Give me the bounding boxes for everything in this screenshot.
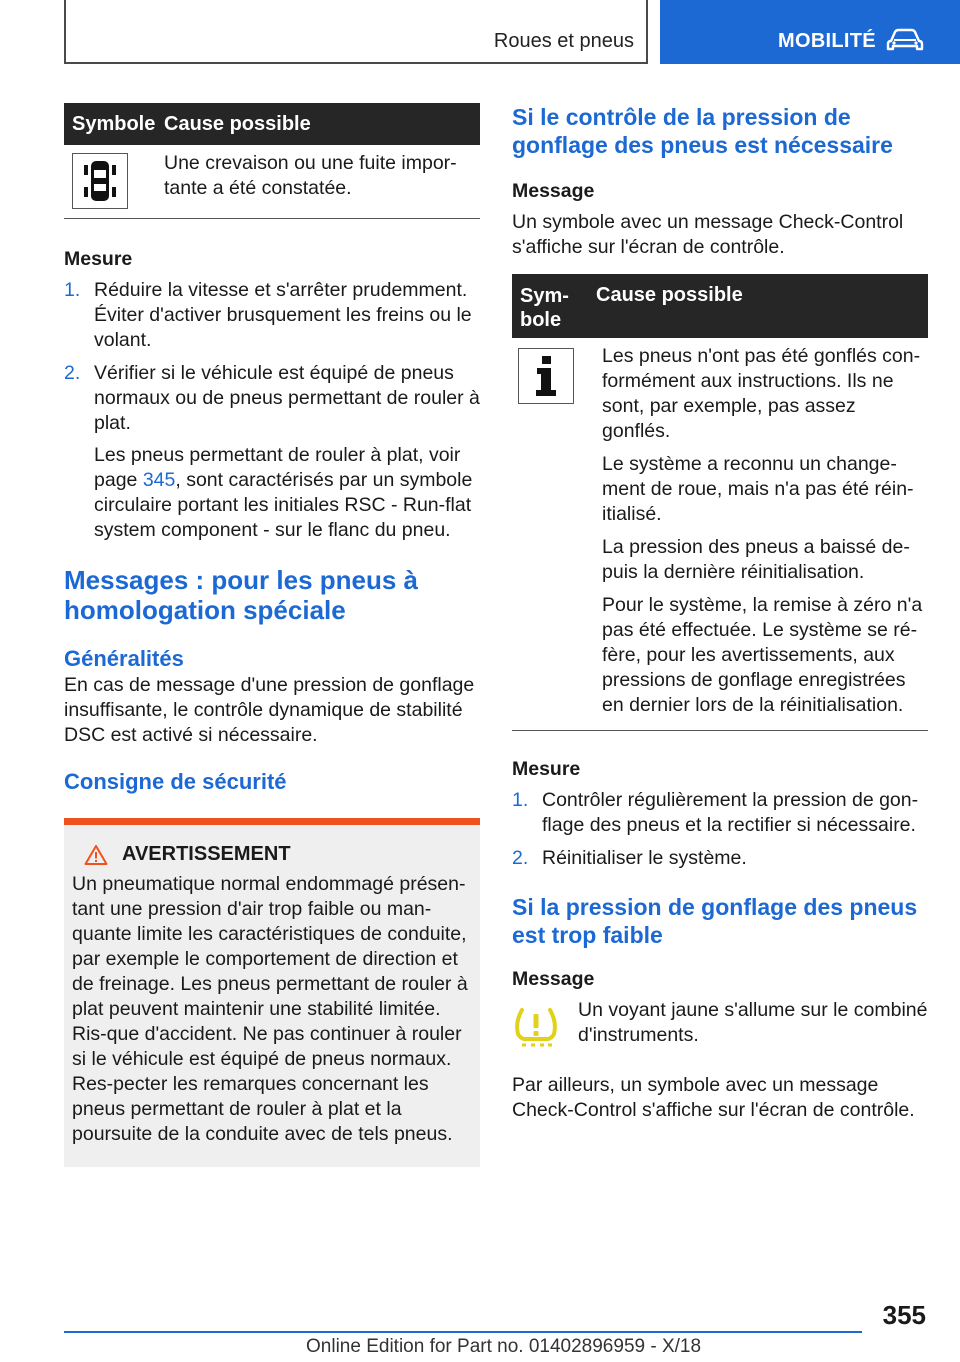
cause-text: Une crevaison ou une fuite impor-tante a été constatée. — [164, 152, 457, 199]
table-row — [64, 145, 480, 219]
warning-text: Un pneumatique normal endommagé présen-tant une pression d'air trop faible ou man-quante limite les caractéristiques de conduite, par exemple le comportement de direction et de freinage. Les pneus permettant de rouler à plat peuvent maintenir une stabilité limitée. Ris-que d'accident. Ne pas continuer à rouler si le véhicule est équipé de pneus normaux. Res-pecter les remarques concernant les pneus permettant de rouler à plat et la poursuite de la conduite avec de tels pneus. — [72, 873, 468, 1145]
header-section-title: Roues et pneus — [493, 30, 634, 52]
section-title-check-needed: Si le contrôle de la pression de gonflage des pneus est nécessaire — [512, 104, 893, 158]
tire-damage-car-icon — [72, 153, 128, 209]
list-item: 2. Vérifier si le véhicule est équipé de pneus normaux ou de pneus permettant de rouler à plat. Les pneus permettant de rouler à plat, voir page 345, sont caractérisés par un symbole circulaire portant les initiales RSC - Run-flat system component - sur le flanc du pneu. — [64, 362, 480, 541]
rsc-note: Les pneus permettant de rouler à plat, voir page 345, sont caractérisés par un symbole circulaire portant les initiales RSC - Run-flat system component - sur le flanc du pneu. — [94, 444, 473, 541]
message-text: Un symbole avec un message Check-Control s'affiche sur l'écran de contrôle. — [512, 211, 904, 258]
warning-triangle-icon — [84, 844, 108, 866]
cause-paragraph: La pression des pneus a baissé de-puis la dernière réinitialisation. — [602, 536, 910, 583]
cause-paragraph: Pour le système, la remise à zéro n'a pas été effectuée. Le système se ré-fère, pour les avertissements, aux pressions de gonflage enregistrées en dernier lors de la réinitialisation. — [602, 594, 923, 716]
measure-title: Mesure — [64, 248, 133, 270]
footer-divider — [64, 1331, 862, 1333]
list-item: 1. Contrôler régulièrement la pression de gon-flage des pneus et la rectifier si nécessaire. — [512, 789, 919, 836]
safety-title: Consigne de sécurité — [64, 769, 287, 794]
general-text: En cas de message d'une pression de gonflage insuffisante, le contrôle dynamique de stabilité DSC est activé si nécessaire. — [64, 674, 475, 746]
tire-pressure-warning-icon — [512, 1004, 560, 1048]
low-pressure-text: Par ailleurs, un symbole avec un message Check-Control s'affiche sur l'écran de contrôle. — [512, 1074, 915, 1121]
indicator-text: Un voyant jaune s'allume sur le combiné d'instruments. — [578, 999, 928, 1046]
measure-steps — [64, 278, 480, 543]
table-header-symbol: Symbole — [72, 113, 156, 135]
table-header-cause: Cause possible — [164, 113, 311, 135]
message-title: Message — [512, 180, 595, 202]
warning-box — [64, 818, 480, 1167]
table-header-cause: Cause possible — [596, 284, 743, 306]
low-pressure-title: Si la pression de gonflage des pneus est trop faible — [512, 894, 918, 948]
table-header-symbol: Sym-bole — [520, 285, 569, 331]
cause-paragraph: Le système a reconnu un change-ment de roue, mais n'a pas été réin-itialisé. — [602, 453, 914, 525]
message-title: Message — [512, 968, 595, 990]
symbol-table-right — [512, 274, 928, 731]
symbol-table-left — [64, 103, 480, 219]
cause-paragraph: Les pneus n'ont pas été gonflés con-formément aux instructions. Ils ne sont, par exemple, pas assez gonflés. — [602, 345, 921, 442]
table-row — [512, 338, 928, 731]
chapter-label: MOBILITÉ — [778, 30, 876, 52]
table-header — [512, 274, 928, 338]
right-column — [512, 103, 928, 1123]
page-number: 355 — [882, 1300, 926, 1330]
page-link[interactable]: 345 — [142, 469, 176, 491]
table-header — [64, 103, 480, 145]
car-icon — [886, 28, 924, 52]
edition-text: Online Edition for Part no. 01402896959 - X/18 — [306, 1336, 702, 1357]
indicator-row — [512, 998, 928, 1053]
list-item: 2. Réinitialiser le système. — [512, 847, 747, 869]
chapter-tab[interactable] — [660, 0, 960, 64]
left-column — [64, 103, 480, 1167]
list-item: 1. Réduire la vitesse et s'arrêter prudemment. Éviter d'activer brusquement les freins ou le volant. — [64, 279, 472, 351]
warning-label: AVERTISSEMENT — [122, 843, 291, 865]
info-icon — [518, 348, 574, 404]
general-title: Généralités — [64, 646, 184, 671]
measure-steps — [512, 788, 928, 871]
section-title-special-tires: Messages : pour les pneus à homologation spéciale — [64, 565, 419, 625]
measure-title: Mesure — [512, 758, 581, 780]
